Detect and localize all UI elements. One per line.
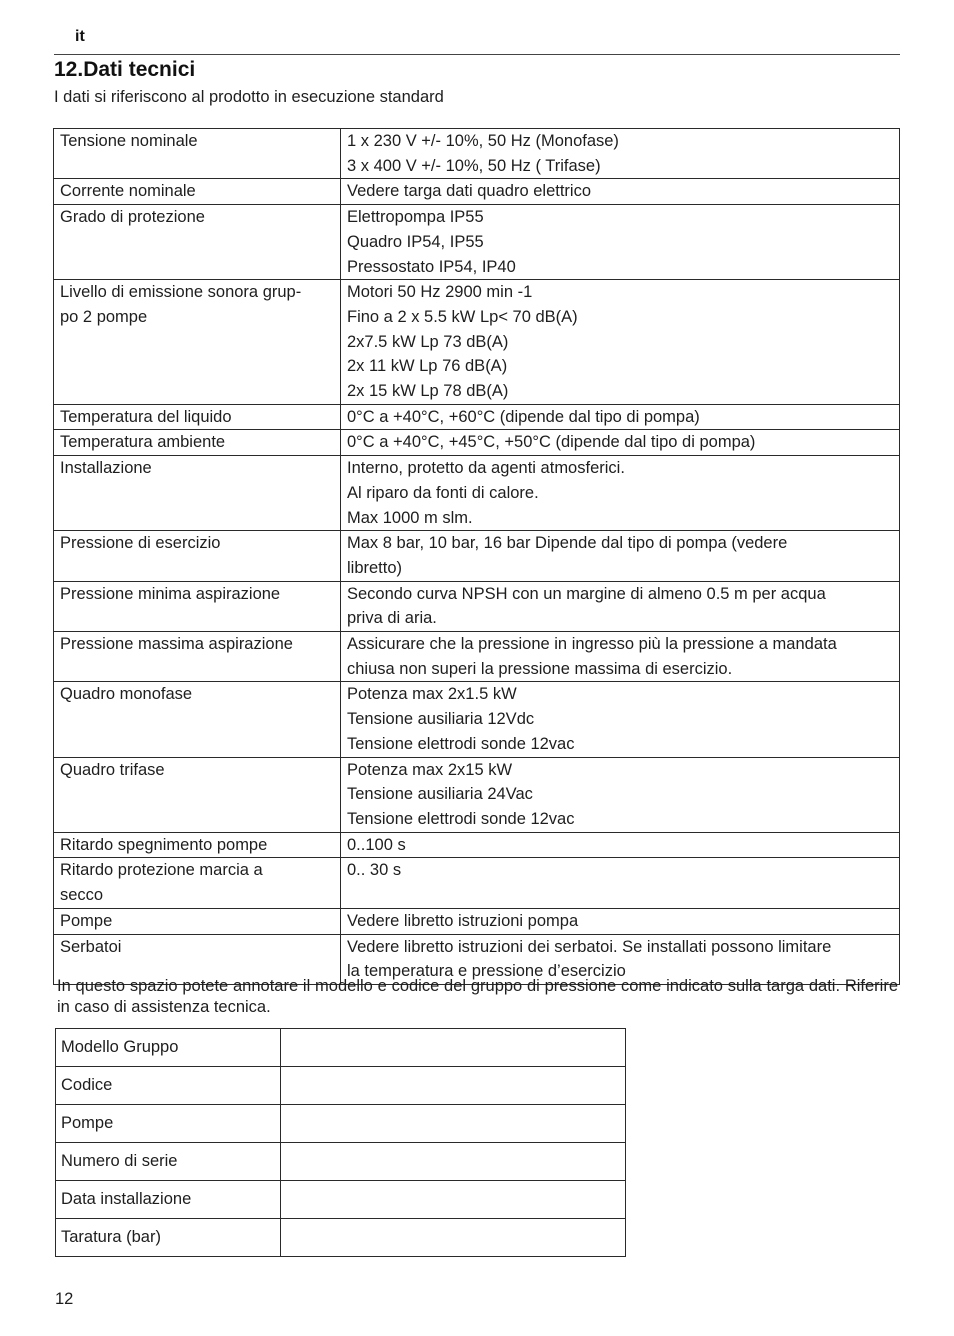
spec-value-line: Assicurare che la pressione in ingresso più la pressione a mandata (347, 635, 837, 654)
spec-value-line: Quadro IP54, IP55 (347, 232, 484, 251)
spec-value-line: 2x 11 kW Lp 76 dB(A) (347, 357, 508, 376)
spec-label-line: Ritardo protezione marcia a (60, 861, 263, 880)
spec-row (54, 581, 900, 631)
spec-value-line: Max 1000 m slm. (347, 508, 473, 527)
spec-row (54, 858, 900, 908)
form-label: Numero di serie (56, 1143, 281, 1181)
spec-value-line: Interno, protetto da agenti atmosferici. (347, 459, 625, 478)
spec-row (54, 430, 900, 456)
form-value-field[interactable] (281, 1181, 626, 1219)
spec-value (341, 832, 900, 858)
spec-value-line: 1 x 230 V +/- 10%, 50 Hz (Monofase) (347, 132, 619, 150)
spec-value-line: Tensione ausiliaria 12Vdc (347, 710, 535, 729)
spec-table (53, 128, 900, 985)
spec-label (54, 404, 341, 430)
spec-label-line: Pompe (60, 911, 113, 930)
spec-row (54, 531, 900, 581)
spec-value-line: Secondo curva NPSH con un margine di almeno 0.5 m per acqua (347, 584, 826, 603)
spec-value-line: 0..100 s (347, 835, 406, 854)
spec-value-line: chiusa non superi la pressione massima di esercizio. (347, 659, 733, 678)
spec-value (341, 129, 900, 179)
form-label: Modello Gruppo (56, 1029, 281, 1067)
section-title: 12.Dati tecnici (54, 58, 196, 81)
spec-label (54, 179, 341, 205)
spec-value-line: Motori 50 Hz 2900 min -1 (347, 283, 533, 302)
spec-label-line: Corrente nominale (60, 182, 196, 201)
spec-label-line: Pressione massima aspirazione (60, 635, 293, 654)
spec-label-line: po 2 pompe (60, 307, 148, 326)
form-row (56, 1181, 626, 1219)
form-value-field[interactable] (281, 1029, 626, 1067)
spec-value-line: Al riparo da fonti di calore. (347, 483, 539, 502)
spec-label (54, 205, 341, 280)
form-label: Pompe (56, 1105, 281, 1143)
spec-label (54, 858, 341, 908)
form-label: Codice (56, 1067, 281, 1105)
spec-row (54, 682, 900, 757)
spec-row (54, 404, 900, 430)
form-value-field[interactable] (281, 1143, 626, 1181)
spec-value-line: Potenza max 2x15 kW (347, 760, 513, 779)
spec-label (54, 280, 341, 405)
form-value-field[interactable] (281, 1067, 626, 1105)
spec-value-line: Fino a 2 x 5.5 kW Lp< 70 dB(A) (347, 307, 578, 326)
record-form-table (55, 1028, 626, 1257)
spec-value-line: Potenza max 2x1.5 kW (347, 685, 517, 704)
spec-value (341, 531, 900, 581)
spec-label-line: secco (60, 886, 104, 905)
form-label: Data installazione (56, 1181, 281, 1219)
section-subtitle: I dati si riferiscono al prodotto in esecuzione standard (54, 88, 444, 106)
spec-label-line: Pressione minima aspirazione (60, 584, 281, 603)
spec-value-line: 0°C a +40°C, +60°C (dipende dal tipo di pompa) (347, 407, 700, 426)
spec-value-line: 0°C a +40°C, +45°C, +50°C (dipende dal tipo di pompa) (347, 433, 756, 452)
spec-row (54, 179, 900, 205)
spec-label (54, 682, 341, 757)
note-text: In questo spazio potete annotare il modello e codice del gruppo di pressione come indicato sulla targa dati. Riferire in caso di assistenza tecnica. (57, 977, 898, 1016)
spec-value-line: 2x7.5 kW Lp 73 dB(A) (347, 332, 509, 351)
spec-value (341, 205, 900, 280)
spec-value-line: libretto) (347, 558, 403, 577)
spec-value (341, 456, 900, 531)
spec-label-line: Serbatoi (60, 937, 122, 956)
page-number: 12 (55, 1290, 74, 1308)
spec-row (54, 205, 900, 280)
spec-value (341, 404, 900, 430)
spec-value (341, 581, 900, 631)
form-row (56, 1143, 626, 1181)
spec-label-line: Ritardo spegnimento pompe (60, 835, 268, 854)
spec-value-line: 3 x 400 V +/- 10%, 50 Hz ( Trifase) (347, 156, 601, 175)
spec-value-line: Tensione elettrodi sonde 12vac (347, 734, 575, 753)
form-value-field[interactable] (281, 1105, 626, 1143)
spec-value (341, 682, 900, 757)
spec-label-line: Temperatura del liquido (60, 407, 232, 426)
spec-value-line: la temperatura e pressione d’esercizio (347, 962, 626, 981)
spec-label (54, 632, 341, 682)
spec-value (341, 908, 900, 934)
spec-label-line: Temperatura ambiente (60, 433, 226, 452)
language-tag: it (75, 28, 85, 45)
spec-label (54, 757, 341, 832)
spec-value-line: Max 8 bar, 10 bar, 16 bar Dipende dal tipo di pompa (vedere (347, 534, 788, 553)
spec-label (54, 456, 341, 531)
spec-value (341, 179, 900, 205)
spec-row (54, 832, 900, 858)
spec-row (54, 456, 900, 531)
spec-row (54, 908, 900, 934)
spec-value (341, 632, 900, 682)
spec-label (54, 832, 341, 858)
spec-row (54, 632, 900, 682)
spec-label-line: Pressione di esercizio (60, 534, 221, 553)
spec-value-line: Elettropompa IP55 (347, 208, 484, 227)
spec-label-line: Quadro monofase (60, 685, 193, 704)
spec-value (341, 280, 900, 405)
form-row (56, 1105, 626, 1143)
spec-value-line: Vedere libretto istruzioni pompa (347, 911, 579, 930)
spec-label-line: Installazione (60, 459, 152, 478)
spec-value-line: Tensione elettrodi sonde 12vac (347, 809, 575, 828)
spec-label-line: Quadro trifase (60, 760, 165, 779)
spec-row (54, 757, 900, 832)
spec-row (54, 280, 900, 405)
spec-value-line: priva di aria. (347, 609, 437, 628)
spec-label-line: Livello di emissione sonora grup- (60, 283, 302, 302)
spec-value-line: 2x 15 kW Lp 78 dB(A) (347, 382, 509, 401)
spec-value-line: Tensione ausiliaria 24Vac (347, 785, 533, 804)
spec-row (54, 129, 900, 179)
header-rule (54, 54, 900, 55)
spec-label (54, 531, 341, 581)
spec-label (54, 129, 341, 179)
spec-value (341, 430, 900, 456)
spec-value (341, 858, 900, 908)
spec-value-line: Vedere targa dati quadro elettrico (347, 182, 591, 201)
spec-value-line: Pressostato IP54, IP40 (347, 257, 516, 276)
form-row (56, 1219, 626, 1257)
spec-label-line: Grado di protezione (60, 208, 205, 227)
spec-label-line: Tensione nominale (60, 132, 198, 150)
form-value-field[interactable] (281, 1219, 626, 1257)
form-row (56, 1029, 626, 1067)
form-row (56, 1067, 626, 1105)
spec-value-line: Vedere libretto istruzioni dei serbatoi. Se installati possono limitare (347, 937, 832, 956)
spec-label (54, 581, 341, 631)
spec-value-line: 0.. 30 s (347, 861, 402, 880)
form-label: Taratura (bar) (56, 1219, 281, 1257)
spec-value (341, 757, 900, 832)
spec-label (54, 430, 341, 456)
spec-label (54, 908, 341, 934)
